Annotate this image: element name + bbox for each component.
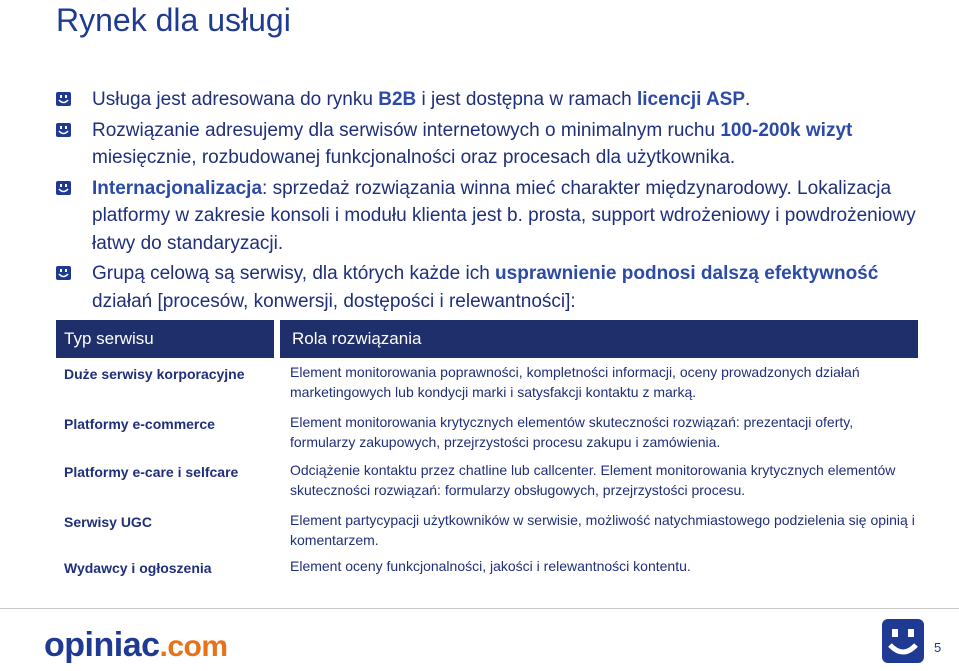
service-type-cell: Duże serwisy korporacyjne — [64, 366, 245, 382]
service-type-cell: Platformy e-commerce — [64, 416, 215, 432]
solution-role-cell: Odciążenie kontaktu przez chatline lub callcenter. Element monitorowania krytycznych elementów skuteczności rozwiązań: formularzy obsługowych, przejrzystości procesu. — [290, 462, 896, 498]
smiley-logo-icon — [882, 619, 924, 663]
footer-divider — [0, 608, 959, 609]
page-number: 5 — [934, 640, 942, 655]
bullet-item — [56, 260, 936, 315]
service-type-cell: Platformy e-care i selfcare — [64, 464, 239, 480]
highlight-text: B2B — [378, 89, 417, 110]
header-solution-role: Rola rozwiązania — [292, 329, 422, 348]
bullet-item — [56, 175, 936, 258]
highlight-text: 100-200k wizyt — [720, 119, 853, 141]
bullet-text: miesięcznie, rozbudowanej funkcjonalności oraz procesach dla użytkownika. — [92, 147, 736, 168]
table-header — [56, 320, 918, 358]
solution-role-cell: Element oceny funkcjonalności, jakości i relewantności kontentu. — [290, 558, 691, 574]
bullet-text: działań [procesów, konwersji, dostępości i relewantności]: — [92, 290, 576, 312]
table-row — [56, 358, 918, 412]
bullet-text: Grupą celową są serwisy, dla których każde ich — [92, 263, 496, 284]
table-row — [56, 412, 918, 460]
table-body — [56, 358, 918, 594]
highlight-text: Internacjonalizacja — [92, 177, 263, 199]
smiley-bullet-icon — [56, 123, 71, 137]
bullet-text: Rozwiązanie adresujemy dla serwisów internetowych o minimalnym ruchu — [92, 119, 721, 141]
service-type-cell: Serwisy UGC — [64, 514, 152, 530]
bullet-item — [56, 86, 936, 114]
bullet-text: i jest dostępna w ramach — [416, 89, 637, 110]
logo-main: opiniac — [44, 626, 160, 664]
page-title: Rynek dla usługi — [56, 2, 291, 38]
bullet-text: : sprzedaż rozwiązania winna mieć charakter międzynarodowy. Lokalizacja platformy w zakresie konsoli i modułu klienta jest b. prosta, support wdrożeniowy i powdrożeniowy łatwy do standaryzacji. — [92, 177, 916, 254]
bullet-text: Usługa jest adresowana do rynku — [92, 89, 379, 110]
service-type-cell: Wydawcy i ogłoszenia — [64, 560, 212, 576]
smiley-bullet-icon — [56, 266, 71, 280]
table-row — [56, 510, 918, 556]
solution-role-cell: Element monitorowania poprawności, kompletności informacji, oceny prowadzonych działań marketingowych lub kondycji marki i satysfakcji kontaktu z marką. — [290, 364, 860, 400]
header-service-type: Typ serwisu — [56, 320, 280, 358]
service-table — [56, 320, 918, 594]
brand-logo — [44, 626, 228, 665]
solution-role-cell: Element monitorowania krytycznych elementów skuteczności rozwiązań: prezentacji oferty, formularzy zakupowych, przejrzystości procesu zakupu i zamówienia. — [290, 414, 854, 450]
bullet-list — [56, 86, 936, 318]
table-row — [56, 556, 918, 594]
highlight-text: usprawnienie podnosi dalszą efektywność — [495, 263, 879, 284]
smiley-bullet-icon — [56, 92, 71, 106]
logo-suffix: .com — [159, 630, 228, 663]
table-row — [56, 460, 918, 510]
smiley-bullet-icon — [56, 181, 71, 195]
bullet-item — [56, 117, 936, 172]
solution-role-cell: Element partycypacji użytkowników w serwisie, możliwość natychmiastowego podzielenia się opinią i komentarzem. — [290, 512, 915, 548]
bullet-text: . — [745, 89, 751, 110]
highlight-text: licencji ASP — [636, 89, 746, 110]
